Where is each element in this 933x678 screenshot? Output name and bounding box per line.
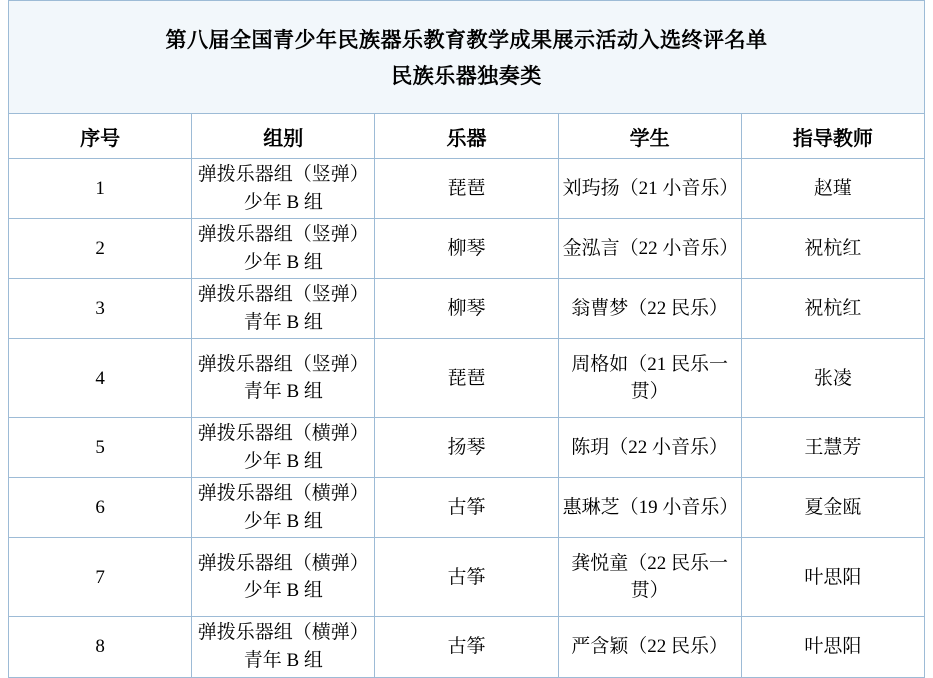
- cell-teacher: [741, 617, 924, 677]
- cell-student: [558, 538, 741, 617]
- cell-index-text: 4: [95, 367, 105, 389]
- cell-student-text: 翁曹梦（22 民乐）: [571, 297, 729, 319]
- column-header-instrument: 乐器: [375, 114, 558, 159]
- cell-group: [192, 279, 375, 339]
- cell-student: [558, 617, 741, 677]
- cell-teacher: [741, 418, 924, 478]
- cell-instrument-text: 扬琴: [447, 437, 486, 459]
- table-row: [9, 617, 925, 677]
- column-header-teacher: 指导教师: [741, 114, 924, 159]
- cell-teacher-text: 叶思阳: [804, 636, 862, 658]
- cell-student: [558, 159, 741, 219]
- cell-index: [9, 538, 192, 617]
- cell-instrument: [375, 418, 558, 478]
- cell-index-text: 1: [95, 177, 105, 199]
- cell-group: [192, 617, 375, 677]
- cell-group-text: 弹拨乐器组（横弹）少年 B 组: [197, 483, 369, 532]
- cell-group-text: 弹拨乐器组（横弹）青年 B 组: [197, 622, 369, 672]
- cell-student: [558, 279, 741, 339]
- cell-index: [9, 339, 192, 418]
- table-row: [9, 279, 925, 339]
- cell-teacher-text: 张凌: [813, 367, 852, 389]
- cell-teacher-text: 祝杭红: [804, 297, 862, 319]
- cell-group-text: 弹拨乐器组（竖弹）少年 B 组: [197, 164, 369, 213]
- table-row: [9, 159, 925, 219]
- cell-student: [558, 219, 741, 279]
- cell-instrument: [375, 279, 558, 339]
- cell-group: [192, 478, 375, 538]
- cell-teacher-text: 夏金瓯: [804, 497, 862, 519]
- cell-group: [192, 159, 375, 219]
- cell-index-text: 3: [95, 297, 105, 319]
- cell-student-text: 刘玙扬（21 小音乐）: [562, 177, 739, 199]
- cell-instrument: [375, 219, 558, 279]
- cell-instrument-text: 古筝: [447, 497, 486, 519]
- cell-instrument-text: 古筝: [447, 566, 486, 588]
- table-body: [9, 159, 925, 678]
- cell-index: [9, 219, 192, 279]
- table-header: [9, 1, 925, 159]
- table-row: [9, 418, 925, 478]
- cell-index-text: 7: [95, 566, 105, 588]
- cell-index-text: 8: [95, 636, 105, 658]
- title-row: [9, 1, 925, 114]
- column-header-student: 学生: [558, 114, 741, 159]
- cell-instrument: [375, 159, 558, 219]
- title-line-2: 民族乐器独奏类: [391, 64, 542, 89]
- cell-teacher: [741, 279, 924, 339]
- cell-index-text: 5: [95, 437, 105, 459]
- document-title-cell: [9, 1, 925, 114]
- cell-instrument: [375, 339, 558, 418]
- cell-index: [9, 617, 192, 677]
- cell-group: [192, 339, 375, 418]
- cell-instrument-text: 琵琶: [447, 367, 486, 389]
- cell-instrument: [375, 478, 558, 538]
- cell-instrument-text: 琵琶: [447, 177, 486, 199]
- column-header-row: [9, 114, 925, 159]
- cell-index-text: 6: [95, 497, 105, 519]
- cell-index: [9, 478, 192, 538]
- cell-teacher-text: 祝杭红: [804, 237, 862, 259]
- cell-instrument: [375, 617, 558, 677]
- cell-student-text: 周格如（21 民乐一贯）: [571, 353, 729, 403]
- table-row: [9, 538, 925, 617]
- cell-group-text: 弹拨乐器组（竖弹）青年 B 组: [197, 353, 369, 403]
- column-header-group: 组别: [192, 114, 375, 159]
- cell-teacher: [741, 219, 924, 279]
- cell-group: [192, 219, 375, 279]
- cell-instrument-text: 柳琴: [447, 297, 486, 319]
- cell-student: [558, 478, 741, 538]
- table-row: [9, 478, 925, 538]
- cell-teacher-text: 叶思阳: [804, 566, 862, 588]
- cell-instrument: [375, 538, 558, 617]
- cell-instrument-text: 古筝: [447, 636, 486, 658]
- cell-group-text: 弹拨乐器组（横弹）少年 B 组: [197, 552, 369, 602]
- cell-group-text: 弹拨乐器组（横弹）少年 B 组: [197, 423, 369, 472]
- results-table: [8, 0, 925, 678]
- cell-student: [558, 418, 741, 478]
- cell-student: [558, 339, 741, 418]
- cell-student-text: 龚悦童（22 民乐一贯）: [571, 552, 729, 602]
- cell-group-text: 弹拨乐器组（竖弹）青年 B 组: [197, 284, 369, 333]
- column-header-index: 序号: [9, 114, 192, 159]
- cell-group-text: 弹拨乐器组（竖弹）少年 B 组: [197, 224, 369, 273]
- cell-index: [9, 159, 192, 219]
- cell-instrument-text: 柳琴: [447, 237, 486, 259]
- cell-teacher: [741, 339, 924, 418]
- cell-teacher-text: 赵瑾: [813, 177, 852, 199]
- cell-index-text: 2: [95, 237, 105, 259]
- cell-teacher-text: 王慧芳: [804, 437, 862, 459]
- cell-student-text: 金泓言（22 小音乐）: [562, 237, 739, 259]
- cell-student-text: 惠琳芝（19 小音乐）: [562, 497, 739, 519]
- cell-index: [9, 279, 192, 339]
- cell-student-text: 严含颖（22 民乐）: [571, 636, 729, 658]
- cell-group: [192, 418, 375, 478]
- cell-teacher: [741, 538, 924, 617]
- cell-teacher: [741, 159, 924, 219]
- cell-student-text: 陈玥（22 小音乐）: [571, 437, 729, 459]
- table-row: [9, 339, 925, 418]
- cell-teacher: [741, 478, 924, 538]
- cell-index: [9, 418, 192, 478]
- cell-group: [192, 538, 375, 617]
- title-line-1: 第八届全国青少年民族器乐教育教学成果展示活动入选终评名单: [165, 28, 768, 53]
- table-row: [9, 219, 925, 279]
